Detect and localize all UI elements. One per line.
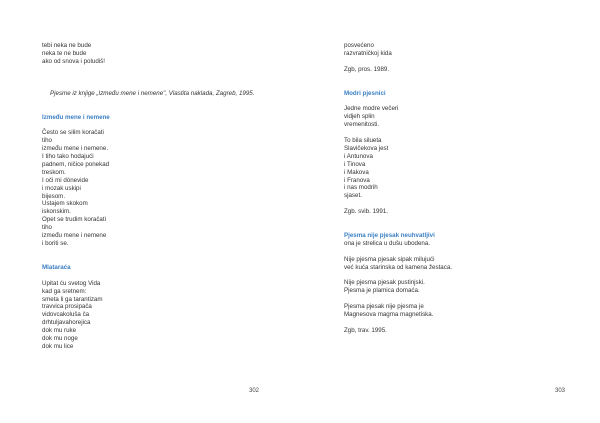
right-column xyxy=(344,42,584,335)
poem-stanza xyxy=(344,137,584,200)
poem-stanza xyxy=(344,105,584,129)
poem-line: bijesom. xyxy=(42,192,66,200)
poem-body xyxy=(42,280,282,351)
intro-stanza xyxy=(42,42,282,66)
book-note: Pjesme iz knjige „Između mene i nemene", Vlastita naklada, Zagreb, 1995. xyxy=(50,89,255,97)
poem-line: Slavičekova jest xyxy=(344,144,389,152)
poem-line: iskonskim. xyxy=(42,208,71,216)
poem-line: vidovcakoluša ča xyxy=(42,311,90,319)
poem-title: Pjesma nije pjesak neuhvatljivi xyxy=(344,232,435,240)
poem-line: kad ga sretnem: xyxy=(42,287,87,295)
poem-line: travvica prosipača xyxy=(42,303,92,311)
poem-line: Opet se trudim koračati xyxy=(42,216,106,224)
poem-line: i Franova xyxy=(344,176,370,184)
poem-line: I tiho tako hodajući xyxy=(42,153,94,161)
poem-line: Nije pjesma pjesak sipak milujući xyxy=(344,255,435,263)
poem-line: sjaset. xyxy=(344,192,362,200)
poem-line: i boriti se. xyxy=(42,240,69,247)
poem-line: Upitat ću svetog Vida xyxy=(42,279,101,287)
poem-line: Često se silim koračati xyxy=(42,129,104,137)
poem-line: neka te ne bude xyxy=(42,49,87,57)
poem-stanza xyxy=(344,279,584,295)
poem-line: Nije pjesma pjesak pustinjski. xyxy=(344,279,425,287)
poem-date: Zgb, pros. 1989. xyxy=(344,65,390,73)
intro-stanza xyxy=(344,42,584,58)
page-number: 303 xyxy=(555,388,566,394)
poem-line: posvećeno xyxy=(344,42,374,49)
poem-line: vidjeh splin xyxy=(344,113,375,121)
poem-line: dok mu noge xyxy=(42,335,78,343)
poem-line: tiho xyxy=(42,137,52,145)
poem-line: padnem, ničice ponekad xyxy=(42,160,110,168)
right-page xyxy=(300,0,600,423)
poem-line: drhtuljavahorejica xyxy=(42,319,91,327)
poem-title: Mlataraća xyxy=(42,263,71,271)
poem-line: Pjesma je plamica domaća. xyxy=(344,287,420,295)
poem-line: To bila silueta xyxy=(344,137,382,145)
poem-line: i nas modrih xyxy=(344,184,378,192)
poem-subtitle: ona je strelica u dušu ubodena. xyxy=(344,239,430,247)
poem-line: ako od snova i poludiš! xyxy=(42,57,105,65)
left-column xyxy=(42,42,282,351)
poem-line: Ustajem skokom xyxy=(42,200,88,208)
poem-line: razvratničkoj kida xyxy=(344,49,392,57)
poem-stanza xyxy=(344,303,584,319)
poem-line: vremenitosti. xyxy=(344,121,380,129)
poem-line: dok mu lice xyxy=(42,342,74,350)
poem-title: Između mene i nemene xyxy=(42,113,110,121)
poem-line: Jedne modre večeri xyxy=(344,105,399,113)
poem-date: Zgb. svib. 1991. xyxy=(344,208,389,216)
poem-line: I oči mi dónevide xyxy=(42,176,89,184)
poem-line: treskom. xyxy=(42,168,66,176)
poem-line: između mene i nemene. xyxy=(42,145,109,153)
poem-body xyxy=(42,129,282,248)
poem-line: smeta li ga tarantizam xyxy=(42,295,103,303)
poem-line: tebi neka ne bude xyxy=(42,42,92,49)
poem-line: dok mu ruke xyxy=(42,327,77,335)
poem-line: i Antunova xyxy=(344,152,373,160)
poem-line: već kuća starinska od kamena žestaca. xyxy=(344,263,452,271)
poem-line: i mozak uskipi xyxy=(42,184,81,192)
poem-line: Pjesma pjesak nije pjesma je xyxy=(344,303,424,311)
page-number: 302 xyxy=(249,388,260,394)
poem-line: između mene i nemene xyxy=(42,232,107,240)
poem-stanza xyxy=(344,256,584,272)
poem-line: Magnesova magma magnetiska. xyxy=(344,311,434,319)
poem-line: i Makova xyxy=(344,168,369,176)
poem-title: Modri pjesnici xyxy=(344,89,386,97)
poem-line: tiho xyxy=(42,224,52,232)
poem-date: Zgb, trav. 1995. xyxy=(344,326,387,334)
poem-line: i Tinova xyxy=(344,160,366,168)
